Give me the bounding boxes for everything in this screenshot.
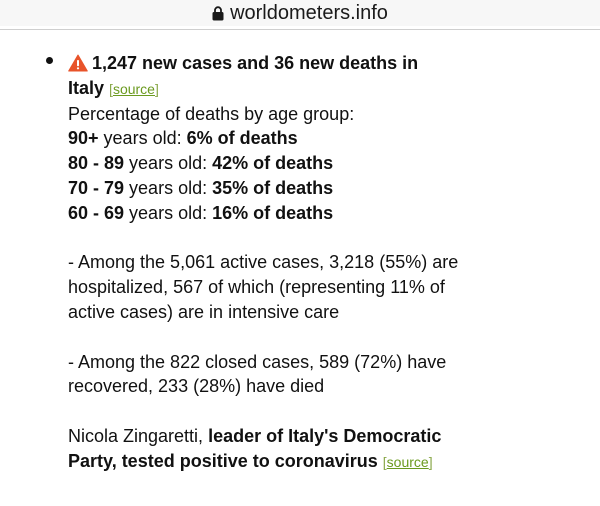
active-cases-line: hospitalized, 567 of which (representing 11% of — [68, 277, 445, 298]
zingaretti-bold-2: Party, tested positive to coronavirus — [68, 450, 378, 471]
age-suffix: years old: — [124, 153, 213, 174]
toolbar-divider — [0, 29, 600, 30]
source-link[interactable]: source — [112, 80, 155, 97]
zingaretti-line-2 — [68, 449, 593, 475]
age-range: 90+ — [68, 128, 99, 149]
headline-text-2: Italy — [68, 77, 105, 98]
age-value: 6% of deaths — [186, 128, 298, 149]
address-domain[interactable]: worldometers.info — [230, 1, 388, 24]
age-group-row — [68, 201, 593, 226]
zingaretti-line-1 — [68, 424, 593, 449]
age-suffix: years old: — [98, 128, 187, 149]
closed-cases-line: - Among the 822 closed cases, 589 (72%) have — [68, 351, 447, 372]
age-range: 60 - 69 — [68, 202, 125, 223]
age-intro: Percentage of deaths by age group: — [68, 103, 355, 124]
age-suffix: years old: — [124, 202, 213, 223]
age-value: 42% of deaths — [212, 153, 334, 174]
age-value: 16% of deaths — [212, 202, 334, 223]
age-group-row — [68, 126, 593, 151]
news-item — [68, 51, 593, 475]
zingaretti-bold-1: leader of Italy's Democratic — [208, 425, 442, 446]
age-suffix: years old: — [124, 177, 213, 198]
zingaretti-name: Nicola Zingaretti, — [68, 425, 209, 446]
list-bullet — [46, 57, 53, 64]
age-range: 70 - 79 — [68, 177, 125, 198]
address-bar[interactable] — [0, 0, 600, 26]
age-group-row — [68, 176, 593, 201]
age-value: 35% of deaths — [212, 177, 334, 198]
age-range: 80 - 89 — [68, 153, 125, 174]
closed-cases-line: recovered, 233 (28%) have died — [68, 376, 325, 397]
warning-triangle-icon — [68, 54, 88, 72]
source-link[interactable]: source — [386, 453, 429, 470]
active-cases-line: active cases) are in intensive care — [68, 301, 340, 322]
headline-text-1: 1,247 new cases and 36 new deaths in — [92, 53, 419, 73]
headline-line-2 — [68, 76, 593, 102]
active-cases-line: - Among the 5,061 active cases, 3,218 (55%) are — [68, 252, 459, 273]
lock-icon — [212, 6, 224, 21]
headline — [68, 51, 593, 76]
age-group-row — [68, 151, 593, 176]
